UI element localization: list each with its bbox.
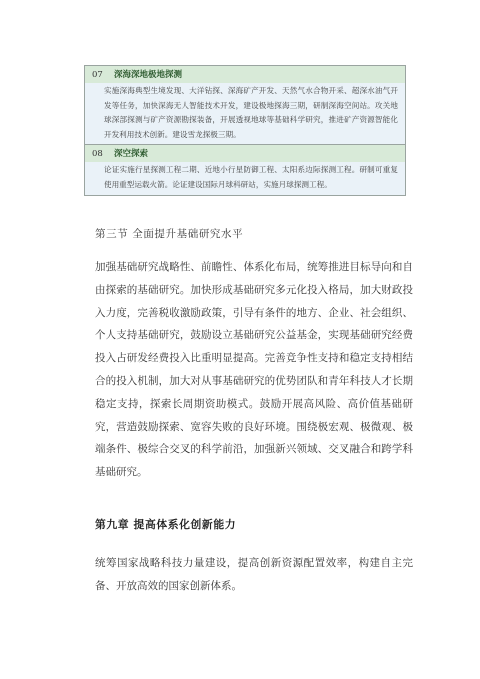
box-item-header [85,66,405,83]
section-title: 第三节 全面提升基础研究水平 [95,228,244,240]
body-paragraph: 统筹国家战略科技力量建设，提高创新资源配置效率，构建自主完备、开放高效的国家创新体系。 [95,557,413,592]
box-item-header [85,145,405,162]
box-item-body: 论证实施行星探测工程二期、近地小行星防御工程、太阳系边际探测工程。研制可重复使用重型运载火箭。论证建设国际月球科研站，实施月球探测工程。 [85,162,405,194]
box-item-body: 实施深海典型生境发现、大洋钻探、深海矿产开发、天然气水合物开采、超深水油气开发等任务，加快深海无人智能技术开发，建设极地探海三期，研制深海空间站。攻关地球深部探测与矿产资源勘探装备，开展透视地球等基础科学研究，推进矿产资源智能化开发利用技术创新。建设雪龙探极三期。 [85,83,405,144]
box-item-number: 07 [92,70,103,80]
body-paragraph: 加强基础研究战略性、前瞻性、体系化布局，统筹推进目标导向和自由探索的基础研究。加快形成基础研究多元化投入格局，加大财政投入力度，完善税收激励政策，引导有条件的地方、企业、社会组织、个人支持基础研究，鼓励设立基础研究公益基金，实现基础研究经费投入占研发经费投入比重明显提高。完善竞争性支持和稳定支持相结合的投入机制，加大对从事基础研究的优势团队和青年科技人才长期稳定支持，探索长周期资助模式。鼓励开展高风险、高价值基础研究，营造鼓励探索、宽容失败的良好环境。围绕极宏观、极微观、极端条件、极综合交叉的科学前沿，加强新兴领域、交叉融合和跨学科基础研究。 [95,261,413,479]
box-item-title: 深空探索 [114,149,149,160]
box-item-number: 08 [92,149,103,160]
box-item-title: 深海深地极地探测 [114,70,183,80]
project-box [84,65,406,196]
chapter-title: 第九章 提高体系化创新能力 [95,518,237,531]
